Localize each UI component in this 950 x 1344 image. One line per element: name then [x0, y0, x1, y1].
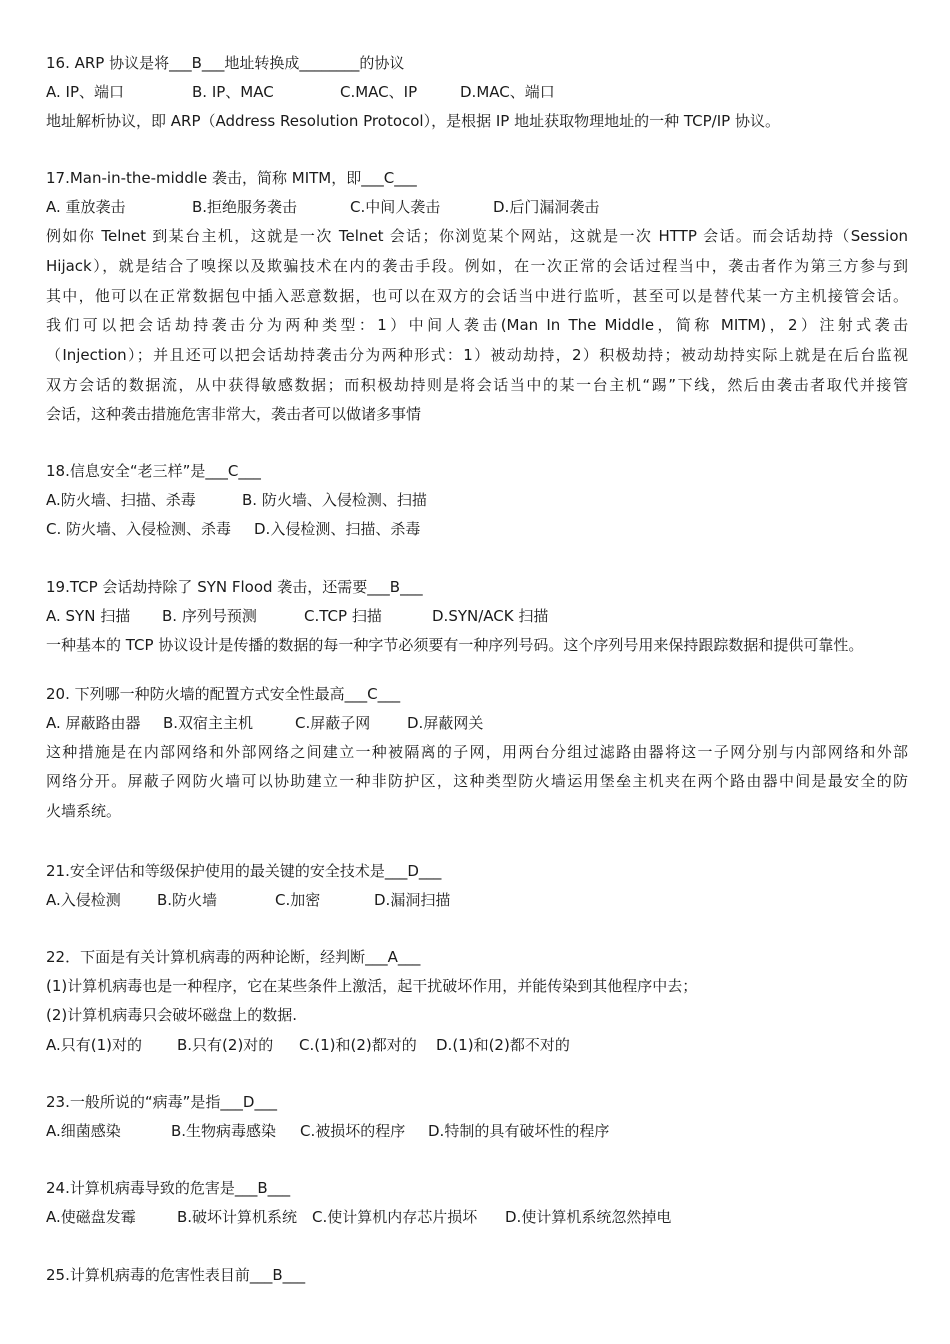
option-c: C.加密 — [275, 891, 321, 909]
explanation-17-line-3: 其中，他可以在正常数据包中插入恶意数据，也可以在双方的会话当中进行监听，甚至可以是替代某一方主机接管会话。 — [46, 287, 908, 305]
question-16: 16. ARP 协议是将___B___地址转换成________的协议 — [46, 54, 405, 72]
option-a: A.只有(1)对的 — [46, 1036, 143, 1054]
statement-22-1: (1)计算机病毒也是一种程序，它在某些条件上激活，起干扰破坏作用，并能传染到其他程序中去； — [46, 977, 698, 995]
option-d: D.MAC、端口 — [460, 83, 555, 101]
explanation-19-line-1: 一种基本的 TCP 协议设计是传播的数据的每一种字节必须要有一种序列号码。这个序列号用来保持跟踪数据和提供可靠性。 — [46, 636, 864, 654]
option-b: B.破坏计算机系统 — [177, 1208, 298, 1226]
option-a: A. 屏蔽路由器 — [46, 714, 141, 732]
option-b: B. IP、MAC — [192, 83, 274, 101]
option-d: D.SYN/ACK 扫描 — [432, 607, 549, 625]
option-b: B.防火墙 — [157, 891, 218, 909]
option-b: B.生物病毒感染 — [171, 1122, 277, 1140]
question-19: 19.TCP 会话劫持除了 SYN Flood 袭击，还需要___B___ — [46, 578, 423, 596]
option-a: A.细菌感染 — [46, 1122, 121, 1140]
option-b: B.只有(2)对的 — [177, 1036, 274, 1054]
explanation-20-line-1: 这种措施是在内部网络和外部网络之间建立一种被隔离的子网，用两台分组过滤路由器将这一子网分别与内部网络和外部 — [46, 743, 908, 761]
question-25: 25.计算机病毒的危害性表目前___B___ — [46, 1266, 306, 1284]
option-c: C.(1)和(2)都对的 — [299, 1036, 417, 1054]
option-c: C.MAC、IP — [340, 83, 418, 101]
explanation-17-line-1: 例如你 Telnet 到某台主机，这就是一次 Telnet 会话；你浏览某个网站，这就是一次 HTTP 会话。而会话劫持（Session — [46, 227, 908, 245]
explanation-20-line-3: 火墙系统。 — [46, 802, 122, 820]
option-c: C.被损坏的程序 — [300, 1122, 406, 1140]
explanation-17-line-5: （Injection）；并且还可以把会话劫持袭击分为两种形式：1）被动劫持，2）积极劫持；被动劫持实际上就是在后台监视 — [46, 346, 908, 364]
option-a: A. 重放袭击 — [46, 198, 126, 216]
option-d: D.使计算机系统忽然掉电 — [505, 1208, 672, 1226]
question-18: 18.信息安全“老三样”是___C___ — [46, 462, 261, 480]
option-d: D.屏蔽网关 — [407, 714, 484, 732]
option-d: D.特制的具有破坏性的程序 — [428, 1122, 610, 1140]
option-d: D.后门漏洞袭击 — [493, 198, 600, 216]
option-c: C.屏蔽子网 — [295, 714, 371, 732]
option-a: A.使磁盘发霉 — [46, 1208, 136, 1226]
option-c: C.中间人袭击 — [350, 198, 441, 216]
option-a: A.入侵检测 — [46, 891, 121, 909]
explanation-17-line-7: 会话，这种袭击措施危害非常大，袭击者可以做诸多事情 — [46, 405, 422, 423]
explanation-20-line-2: 网络分开。屏蔽子网防火墙可以协助建立一种非防护区，这种类型防火墙运用堡垒主机夹在两个路由器中间是最安全的防 — [46, 772, 908, 790]
question-23: 23.一般所说的“病毒”是指___D___ — [46, 1093, 277, 1111]
option-d: D.入侵检测、扫描、杀毒 — [254, 520, 421, 538]
question-21: 21.安全评估和等级保护使用的最关键的安全技术是___D___ — [46, 862, 442, 880]
option-c: C.TCP 扫描 — [304, 607, 382, 625]
question-24: 24.计算机病毒导致的危害是___B___ — [46, 1179, 291, 1197]
option-b: B. 序列号预测 — [162, 607, 257, 625]
question-17: 17.Man-in-the-middle 袭击，简称 MITM，即___C___ — [46, 169, 417, 187]
question-22: 22．下面是有关计算机病毒的两种论断，经判断___A___ — [46, 948, 421, 966]
explanation-17-line-2: Hijack），就是结合了嗅探以及欺骗技术在内的袭击手段。例如，在一次正常的会话过程当中，袭击者作为第三方参与到 — [46, 257, 908, 275]
explanation-17-line-6: 双方会话的数据流，从中获得敏感数据；而积极劫持则是将会话当中的某一台主机“踢”下线，然后由袭击者取代并接管 — [46, 376, 908, 394]
option-c: C. 防火墙、入侵检测、杀毒 — [46, 520, 232, 538]
statement-22-2: (2)计算机病毒只会破坏磁盘上的数据. — [46, 1006, 298, 1024]
question-20: 20. 下列哪一种防火墙的配置方式安全性最高___C___ — [46, 685, 401, 703]
option-d: D.漏洞扫描 — [374, 891, 451, 909]
explanation-17-line-4: 我们可以把会话劫持袭击分为两种类型：1）中间人袭击(Man In The Middle，简称 MITM)，2）注射式袭击 — [46, 316, 908, 334]
option-a: A. IP、端口 — [46, 83, 125, 101]
option-c: C.使计算机内存芯片损坏 — [312, 1208, 478, 1226]
option-a: A.防火墙、扫描、杀毒 — [46, 491, 196, 509]
option-b: B. 防火墙、入侵检测、扫描 — [242, 491, 427, 509]
option-b: B.双宿主主机 — [163, 714, 254, 732]
option-d: D.(1)和(2)都不对的 — [436, 1036, 570, 1054]
option-a: A. SYN 扫描 — [46, 607, 131, 625]
option-b: B.拒绝服务袭击 — [192, 198, 298, 216]
explanation-16-line-1: 地址解析协议，即 ARP（Address Resolution Protocol），是根据 IP 地址获取物理地址的一种 TCP/IP 协议。 — [46, 112, 780, 130]
